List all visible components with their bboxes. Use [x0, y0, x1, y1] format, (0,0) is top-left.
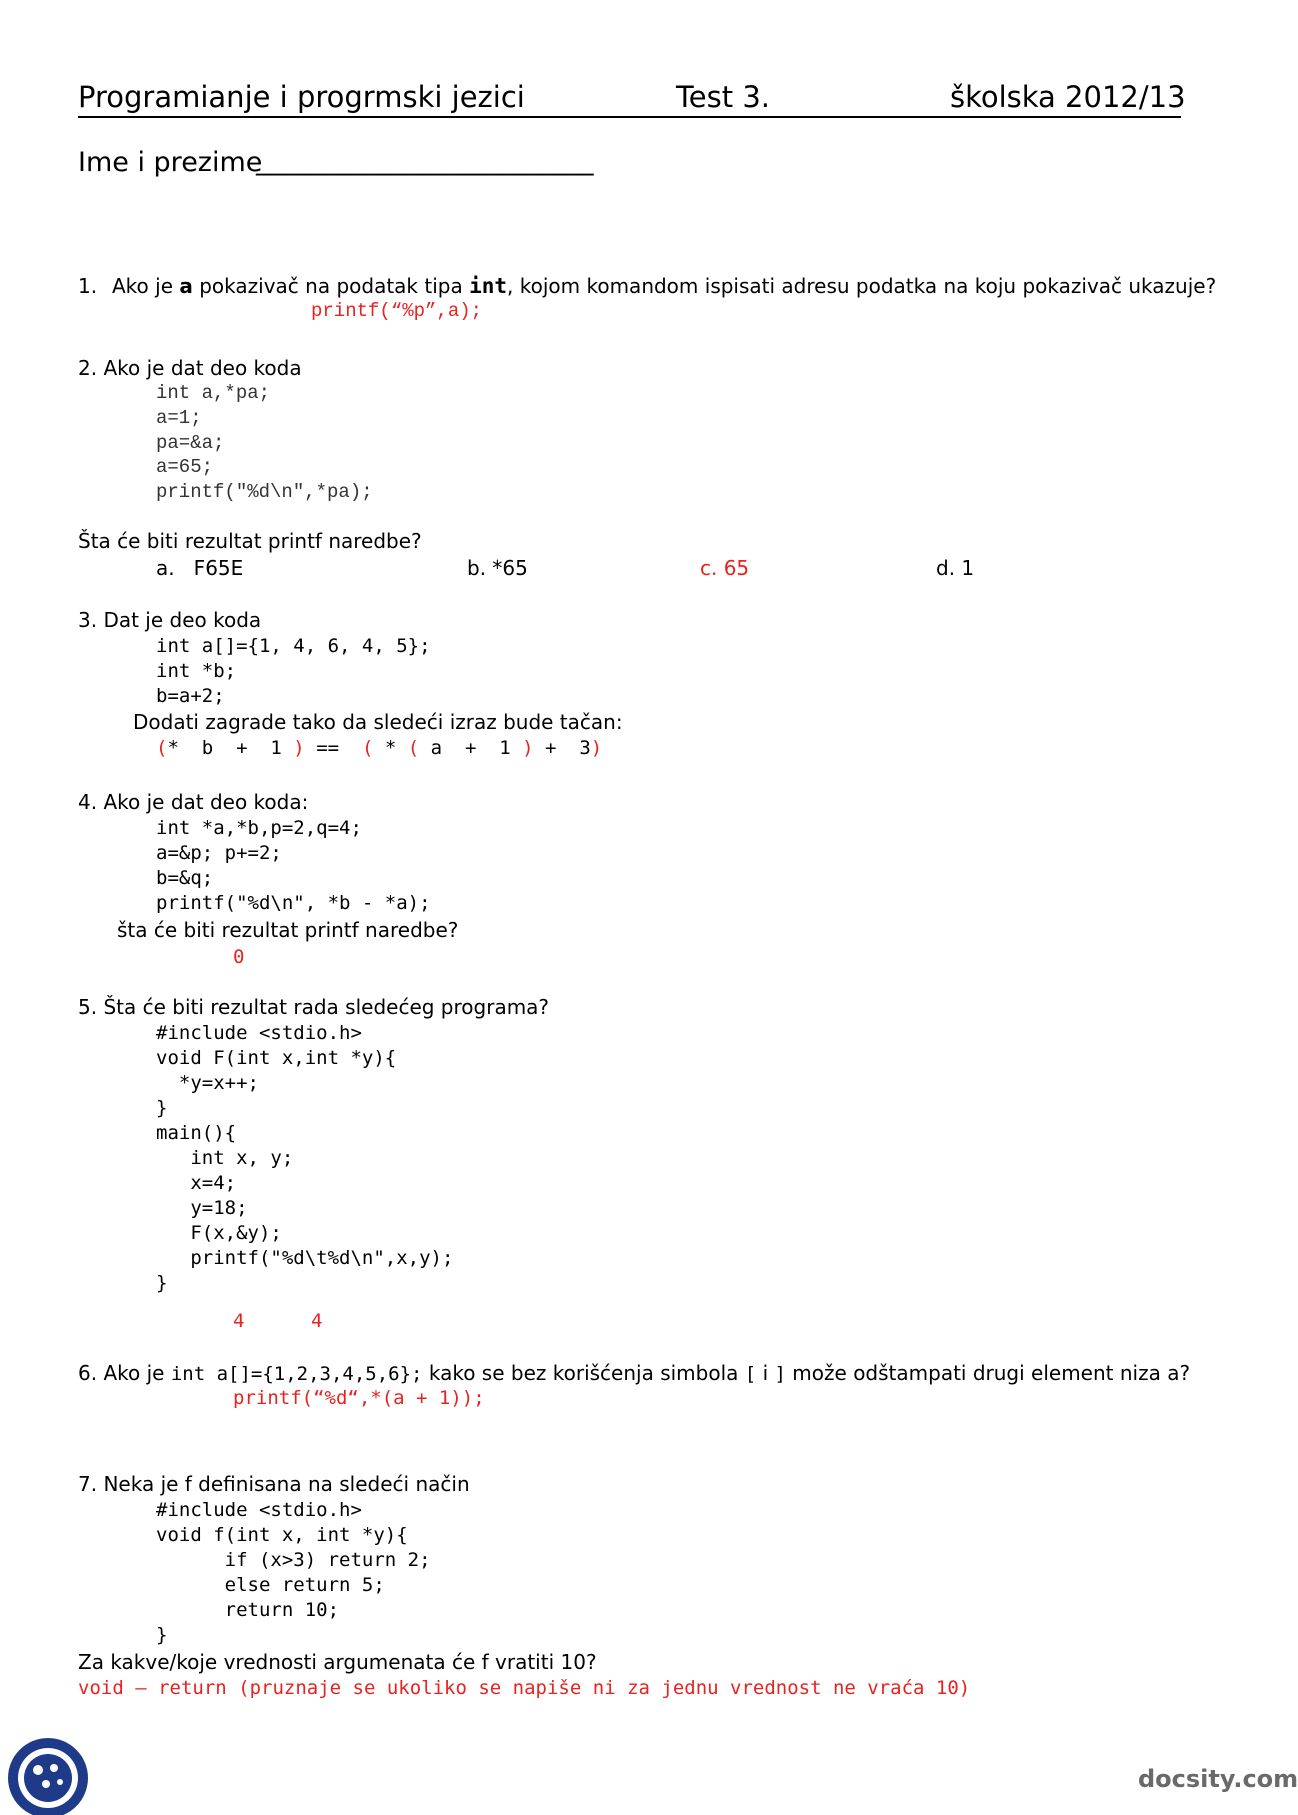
q7-question: Za kakve/koje vrednosti argumenata će f vratiti 10?: [78, 1650, 597, 1674]
q2-code-line: int a,*pa;: [156, 382, 271, 404]
school-year: školska 2012/13: [950, 80, 1186, 114]
q3-instruction: Dodati zagrade tako da sledeći izraz bude tačan:: [133, 710, 623, 734]
q7-code-line: return 10;: [156, 1599, 340, 1621]
q7-code-line: if (x>3) return 2;: [156, 1549, 431, 1571]
test-title: Test 3.: [676, 80, 770, 114]
q3-expression: (* b + 1 ) == ( * ( a + 1 ) + 3): [156, 737, 603, 759]
q2-option-d: d. 1: [936, 556, 975, 580]
q6-answer: printf(“%d“,*(a + 1));: [233, 1387, 485, 1409]
q5-code-line: printf("%d\t%d\n",x,y);: [156, 1247, 454, 1269]
docsity-logo-icon: [4, 1730, 94, 1810]
q2-option-a: a. F65E: [156, 556, 244, 580]
q5-code-line: int x, y;: [156, 1147, 294, 1169]
q5-code-line: main(){: [156, 1122, 237, 1144]
q1-number: 1.: [78, 274, 98, 298]
q6-text: 6. Ako je int a[]={1,2,3,4,5,6}; kako se bez korišćenja simbola [ i ] može odštampati drugi element niza a?: [78, 1361, 1191, 1385]
q5-code-line: }: [156, 1272, 168, 1294]
q3-code-line: int a[]={1, 4, 6, 4, 5};: [156, 635, 431, 657]
q7-code-line: void f(int x, int *y){: [156, 1524, 408, 1546]
q1-answer: printf(“%p”,a);: [311, 300, 483, 322]
name-line[interactable]: _________________________: [256, 145, 594, 176]
q5-code-line: x=4;: [156, 1172, 237, 1194]
q7-answer: void – return (pruznaje se ukoliko se napiše ni za jednu vrednost ne vraća 10): [78, 1677, 971, 1699]
q4-answer: 0: [233, 946, 245, 968]
q7-code-line: }: [156, 1624, 168, 1646]
docsity-watermark: docsity.com: [1138, 1765, 1298, 1793]
q5-heading: 5. Šta će biti rezultat rada sledećeg programa?: [78, 995, 550, 1019]
q5-code-line: F(x,&y);: [156, 1222, 282, 1244]
q4-code-line: b=&q;: [156, 867, 214, 889]
q3-code-line: b=a+2;: [156, 685, 225, 707]
q7-code-line: else return 5;: [156, 1574, 385, 1596]
q5-answer-y: 4: [311, 1310, 323, 1332]
q4-code-line: a=&p; p+=2;: [156, 842, 282, 864]
q2-code-line: a=65;: [156, 456, 214, 478]
q5-code-line: *y=x++;: [156, 1072, 259, 1094]
q5-code-line: void F(int x,int *y){: [156, 1047, 397, 1069]
q7-code-line: #include <stdio.h>: [156, 1499, 362, 1521]
name-label: Ime i prezime: [78, 147, 263, 178]
q5-code-line: }: [156, 1097, 168, 1119]
q3-code-line: int *b;: [156, 660, 237, 682]
q4-heading: 4. Ako je dat deo koda:: [78, 790, 309, 814]
q2-option-c: c. 65: [700, 556, 750, 580]
q4-question: šta će biti rezultat printf naredbe?: [117, 918, 459, 942]
q3-heading: 3. Dat je deo koda: [78, 608, 262, 632]
q7-heading: 7. Neka je f definisana na sledeći način: [78, 1472, 470, 1496]
q2-code-line: pa=&a;: [156, 432, 225, 454]
q5-code-line: y=18;: [156, 1197, 248, 1219]
q4-code-line: int *a,*b,p=2,q=4;: [156, 817, 362, 839]
q2-question: Šta će biti rezultat printf naredbe?: [78, 529, 422, 553]
header-underline: [78, 116, 1181, 118]
q2-code-line: printf("%d\n",*pa);: [156, 481, 373, 503]
q2-option-b: b. *65: [467, 556, 528, 580]
q5-code-line: #include <stdio.h>: [156, 1022, 362, 1044]
q2-code-line: a=1;: [156, 407, 202, 429]
q5-answer-x: 4: [233, 1310, 245, 1332]
course-title: Programianje i progrmski jezici: [78, 80, 525, 114]
q4-code-line: printf("%d\n", *b - *a);: [156, 892, 431, 914]
q2-heading: 2. Ako je dat deo koda: [78, 356, 302, 380]
q1-text: Ako je a pokazivač na podatak tipa int, kojom komandom ispisati adresu podatka na koju pokazivač ukazuje?: [112, 274, 1217, 298]
